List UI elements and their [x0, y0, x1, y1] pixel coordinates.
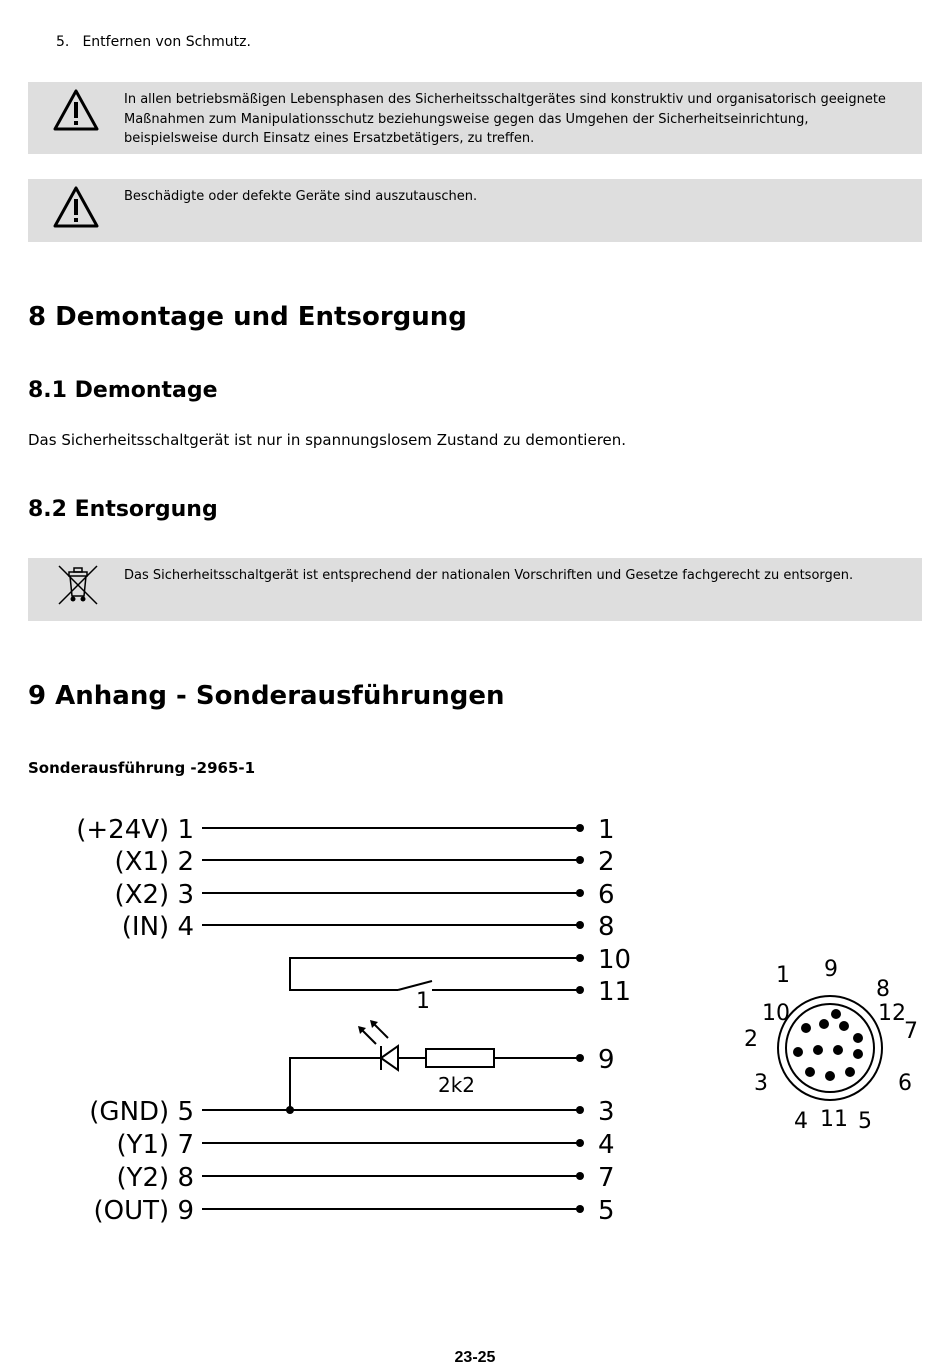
connector-pin — [833, 1045, 843, 1055]
left-terminal-label: (OUT) 9 — [93, 1196, 194, 1226]
right-pin-label: 7 — [598, 1163, 615, 1193]
connector-pin — [853, 1049, 863, 1059]
connector-pin-label: 9 — [824, 957, 838, 982]
terminal-dot — [576, 1139, 584, 1147]
connector-pin-label: 4 — [794, 1109, 808, 1134]
connector-pin — [793, 1047, 803, 1057]
connector-pin-label: 11 — [820, 1107, 848, 1132]
list-item — [56, 34, 251, 50]
section-8-1-title: 8.1 Demontage — [28, 378, 218, 403]
connector-pin-label: 10 — [762, 1001, 790, 1026]
connector-pin — [845, 1067, 855, 1077]
right-pin-label: 3 — [598, 1097, 615, 1127]
terminal-dot — [576, 889, 584, 897]
terminal-dot — [576, 824, 584, 832]
connector-pin-label: 3 — [754, 1071, 768, 1096]
connector-pin — [819, 1019, 829, 1029]
terminal-dot — [576, 1172, 584, 1180]
right-pin-label: 5 — [598, 1196, 615, 1226]
connector-pin — [825, 1071, 835, 1081]
list-text: Entfernen von Schmutz. — [82, 34, 251, 50]
page-number: 23-25 — [454, 1349, 496, 1366]
right-pin-label: 11 — [598, 977, 632, 1007]
list-number: 5. — [56, 34, 70, 50]
led-diode — [381, 1046, 398, 1070]
resistor-label: 2k2 — [438, 1073, 476, 1097]
connector-pin — [839, 1021, 849, 1031]
terminal-dot — [576, 954, 584, 962]
left-terminal-label: (GND) 5 — [89, 1097, 194, 1127]
left-terminal-label: (X2) 3 — [114, 880, 194, 910]
left-terminal-label: (X1) 2 — [114, 847, 194, 877]
right-pin-label: 2 — [598, 847, 615, 877]
gnd-branch-wire — [290, 1058, 380, 1110]
section-9-title: 9 Anhang - Sonderausführungen — [28, 681, 505, 711]
right-pin-label: 6 — [598, 880, 615, 910]
section-8-title: 8 Demontage und Entsorgung — [28, 302, 467, 332]
terminal-dot — [576, 1106, 584, 1114]
right-pin-label: 1 — [598, 815, 615, 845]
warning-notice-defective — [28, 179, 922, 242]
variant-subtitle: Sonderausführung -2965-1 — [28, 759, 256, 777]
connector-pin — [853, 1033, 863, 1043]
terminal-dot — [576, 921, 584, 929]
connector-pin-label: 5 — [858, 1109, 872, 1134]
section-8-2-title: 8.2 Entsorgung — [28, 497, 218, 522]
notice-text: Beschädigte oder defekte Geräte sind auszutauschen. — [124, 189, 478, 204]
connector-pin-label: 2 — [744, 1027, 758, 1052]
connector-pin-label: 12 — [878, 1001, 906, 1026]
right-pin-label: 10 — [598, 945, 632, 975]
connector-pin-label: 8 — [876, 977, 890, 1002]
warning-triangle-icon — [52, 88, 100, 132]
connector-pin-label: 1 — [776, 963, 790, 988]
connector-pin — [831, 1009, 841, 1019]
wiring-diagram — [0, 800, 950, 1260]
resistor-2k2 — [426, 1049, 494, 1067]
connector-pin — [801, 1023, 811, 1033]
connector-pin — [813, 1045, 823, 1055]
warning-notice-manipulation — [28, 82, 922, 154]
right-pin-label: 9 — [598, 1045, 615, 1075]
terminal-dot — [576, 856, 584, 864]
m12-connector-face — [744, 957, 918, 1134]
right-pin-label: 4 — [598, 1130, 615, 1160]
connector-pin-label: 7 — [904, 1019, 918, 1044]
terminal-dot — [576, 1205, 584, 1213]
contact-wire-10 — [290, 958, 580, 990]
disposal-notice — [28, 558, 922, 621]
notice-text: Das Sicherheitsschaltgerät ist entsprechend der nationalen Vorschriften und Gesetze fachgerecht zu entsorgen. — [124, 568, 854, 583]
crossed-out-bin-icon — [56, 562, 100, 608]
left-terminal-label: (Y2) 8 — [116, 1163, 194, 1193]
connector-pin-label: 6 — [898, 1071, 912, 1096]
switch-label: 1 — [416, 989, 430, 1014]
left-terminal-label: (Y1) 7 — [116, 1130, 194, 1160]
demontage-text: Das Sicherheitsschaltgerät ist nur in spannungslosem Zustand zu demontieren. — [28, 431, 627, 449]
notice-text: In allen betriebsmäßigen Lebensphasen des Sicherheitsschaltgerätes sind konstruktiv und organisatorisch geeignete Maßnahmen zum Manipulationsschutz beziehungsweise gegen das Umgehen der Sicherheitseinrichtung, beispielsweise durch Einsatz eines Ersatzbetätigers, zu treffen. — [124, 92, 886, 146]
terminal-dot — [576, 986, 584, 994]
diagram-rows — [76, 815, 631, 1226]
right-pin-label: 8 — [598, 912, 615, 942]
connector-pin — [805, 1067, 815, 1077]
terminal-dot — [576, 1054, 584, 1062]
left-terminal-label: (+24V) 1 — [76, 815, 194, 845]
left-terminal-label: (IN) 4 — [121, 912, 194, 942]
warning-triangle-icon — [52, 185, 100, 229]
